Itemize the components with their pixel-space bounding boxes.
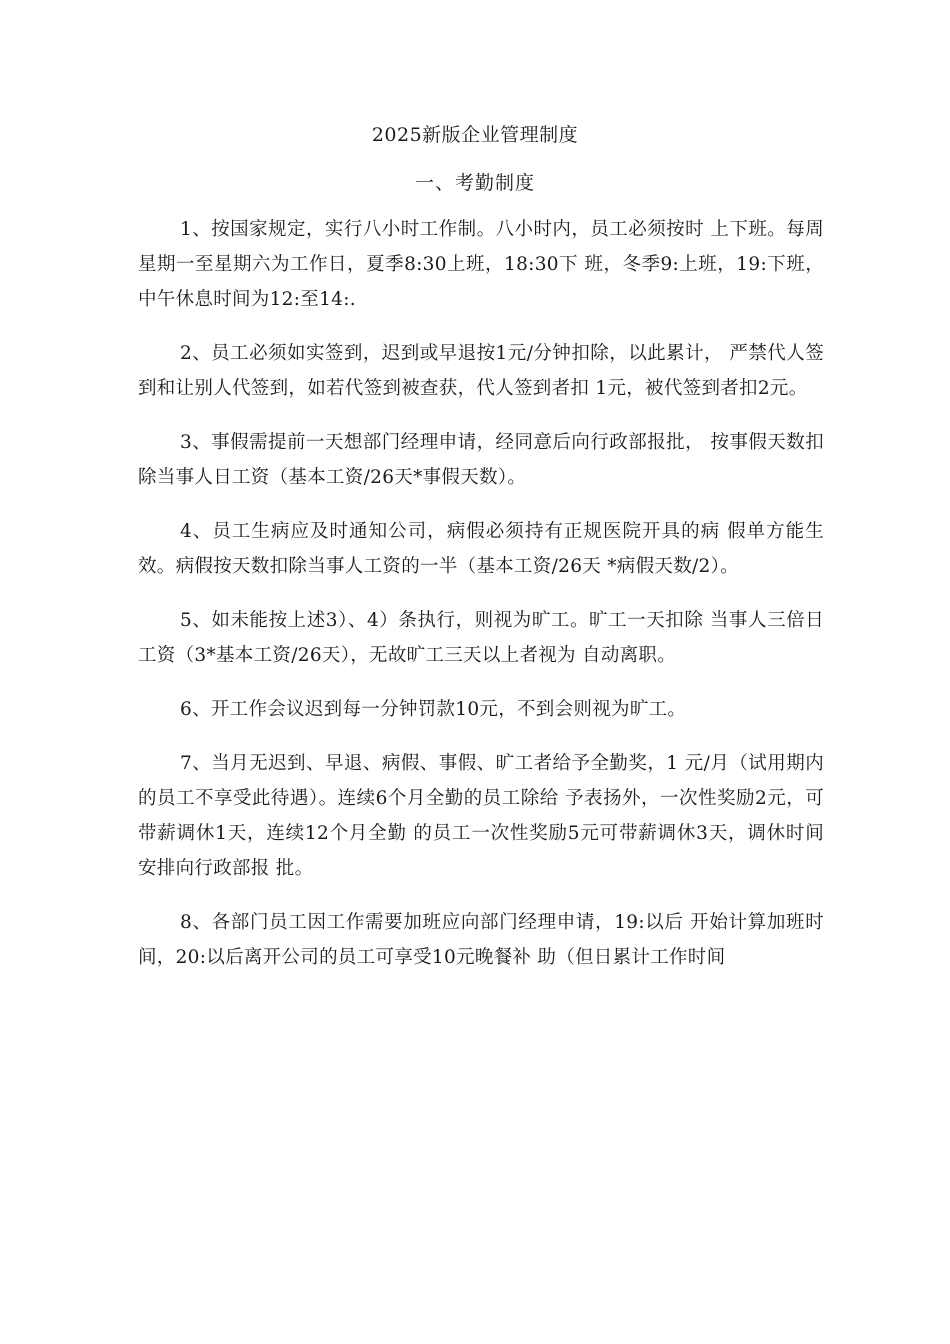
document-body (138, 212, 824, 994)
section-title: 一、考勤制度 (414, 172, 535, 194)
paragraph-5: 5、如未能按上述3）、4）条执行，则视为旷工。旷工一天扣除 当事人三倍日工资（3*基本工资/26天），无故旷工三天以上者视为 自动离职。 (138, 610, 824, 666)
paragraph-3: 3、事假需提前一天想部门经理申请，经同意后向行政部报批， 按事假天数扣除当事人日工资（基本工资/26天*事假天数）。 (138, 432, 824, 488)
document-title: 2025新版企业管理制度 (371, 124, 579, 146)
paragraph-8: 8、各部门员工因工作需要加班应向部门经理申请，19:以后 开始计算加班时间，20:以后离开公司的员工可享受10元晚餐补 助（但日累计工作时间 (138, 912, 824, 968)
paragraph-7: 7、当月无迟到、早退、病假、事假、旷工者给予全勤奖，1 元/月（试用期内的员工不享受此待遇）。连续6个月全勤的员工除给 予表扬外，一次性奖励2元，可带薪调休1天，连续12个月全勤 的员工一次性奖励5元可带薪调休3天，调休时间安排向行政部报 批。 (138, 753, 824, 879)
paragraph-2: 2、员工必须如实签到，迟到或早退按1元/分钟扣除，以此累计， 严禁代人签到和让别人代签到，如若代签到被查获，代人签到者扣 1元，被代签到者扣2元。 (138, 343, 824, 399)
paragraph-1: 1、按国家规定，实行八小时工作制。八小时内，员工必须按时 上下班。每周星期一至星期六为工作日，夏季8:30上班，18:30下 班，冬季9:上班，19:下班，中午休息时间为12:至14:. (138, 219, 824, 310)
paragraph-6: 6、开工作会议迟到每一分钟罚款10元，不到会则视为旷工。 (180, 699, 687, 720)
paragraph-4: 4、员工生病应及时通知公司，病假必须持有正规医院开具的病 假单方能生效。病假按天数扣除当事人工资的一半（基本工资/26天 *病假天数/2）。 (138, 521, 824, 577)
